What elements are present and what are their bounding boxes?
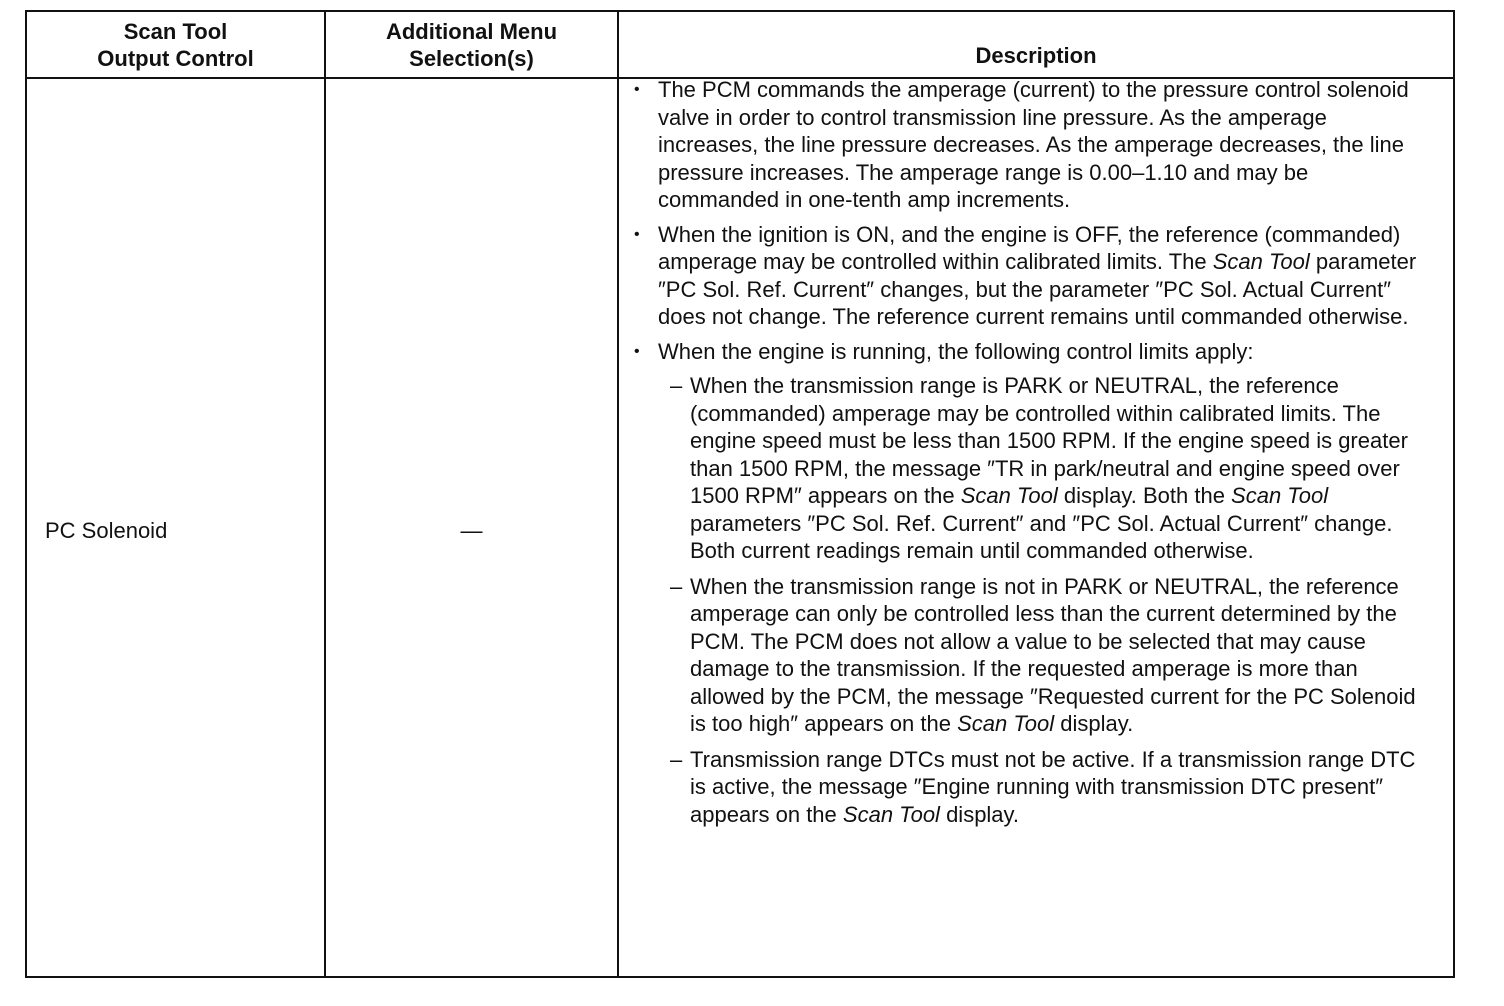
component-cell: PC Solenoid	[45, 518, 168, 543]
description-sub-item: – When the transmission range is PARK or NEUTRAL, the reference (commanded) amperage may be controlled within calibrated limits. The engine speed must be less than 1500 RPM. If the engine speed is greater than 1500 RPM, the message ″TR in park/neutral and engine speed over 1500 RPM″ appears on the Scan Tool display. Both the Scan Tool parameters ″PC Sol. Ref. Current″ and ″PC Sol. Actual Current″ change. Both current readings remain until commanded otherwise.	[670, 373, 1408, 563]
column-divider	[617, 12, 619, 976]
bullet-mark: •	[634, 81, 640, 98]
bullet-mark: •	[634, 342, 640, 360]
header-description: Description	[975, 43, 1097, 68]
dash-mark: –	[670, 573, 683, 599]
description-bullet: • When the ignition is ON, and the engine is OFF, the reference (commanded) amperage may be controlled within calibrated limits. The Scan Tool parameter ″PC Sol. Ref. Current″ changes, but the parameter ″PC Sol. Actual Current″ does not change. The reference current remains until commanded otherwise.	[634, 221, 1417, 329]
header-output-control: Scan Tool Output Control	[97, 18, 254, 71]
dash-mark: –	[670, 373, 683, 398]
description-bullet: • The PCM commands the amperage (current) to the pressure control solenoid valve in order to control transmission line pressure. As the amperage increases, the line pressure decreases. As the amperage decreases, the line pressure increases. The amperage range is 0.00–1.10 and may be commanded in one-tenth amp increments.	[634, 77, 1409, 212]
dash-mark: –	[670, 746, 683, 772]
header-menu-selection: Additional Menu Selection(s)	[385, 18, 558, 71]
bullet-mark: •	[634, 225, 640, 243]
description-bullet: • When the engine is running, the following control limits apply:	[634, 338, 1254, 364]
description-cell	[632, 76, 1428, 836]
column-divider	[324, 12, 326, 976]
description-sub-item: – Transmission range DTCs must not be active. If a transmission range DTC is active, the message ″Engine running with transmission DTC present″ appears on the Scan Tool display.	[670, 746, 1416, 827]
description-sub-item: – When the transmission range is not in PARK or NEUTRAL, the reference amperage can only be controlled less than the current determined by the PCM. The PCM does not allow a value to be selected that may cause damage to the transmission. If the requested amperage is more than allowed by the PCM, the message ″Requested current for the PC Solenoid is too high″ appears on the Scan Tool display.	[670, 573, 1416, 736]
menu-selection-cell: —	[460, 518, 483, 543]
